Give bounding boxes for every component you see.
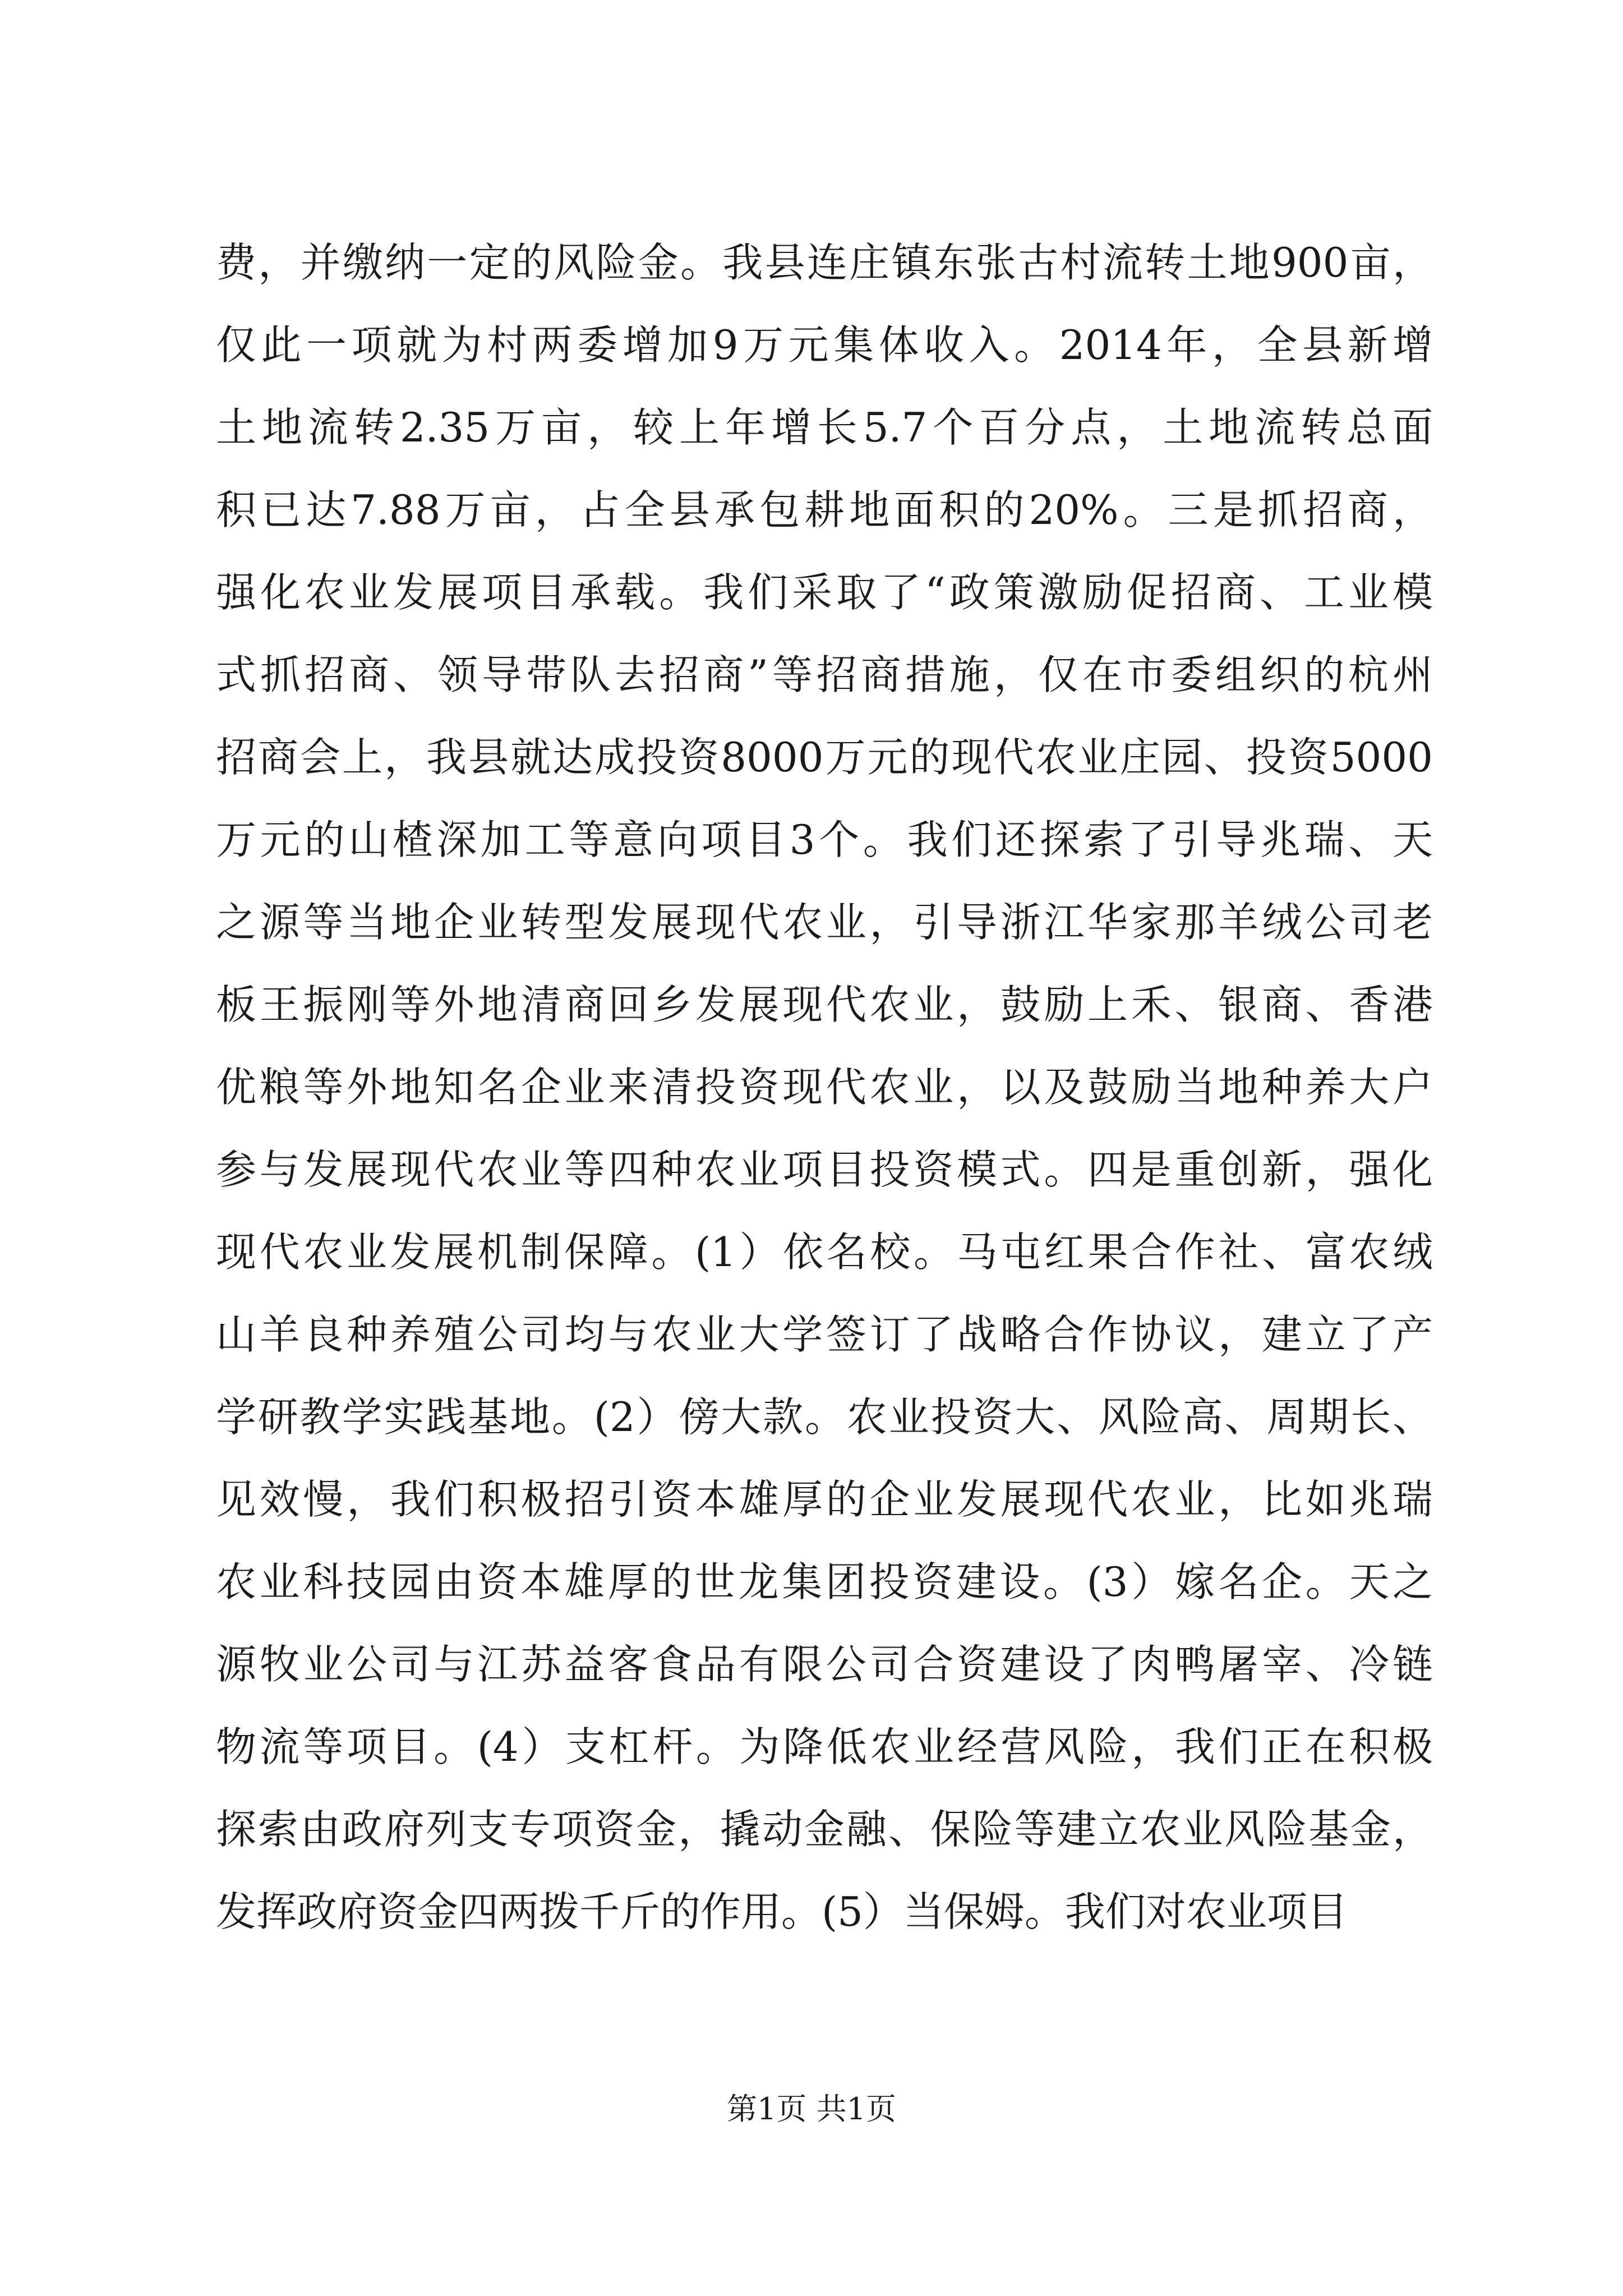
body-text: [216, 222, 1433, 1953]
text-line: 参与发展现代农业等四种农业项目投资模式。四是重创新，强化: [216, 1146, 1433, 1193]
text-line: 土地流转2.35万亩，较上年增长5.7个百分点，土地流转总面: [216, 404, 1433, 451]
text-line: 源牧业公司与江苏益客食品有限公司合资建设了肉鸭屠宰、冷链: [216, 1641, 1433, 1688]
text-line: 式抓招商、领导带队去招商”等招商措施，仅在市委组织的杭州: [216, 651, 1433, 698]
text-line: 万元的山楂深加工等意向项目3个。我们还探索了引导兆瑞、天: [216, 816, 1433, 863]
text-line: 农业科技园由资本雄厚的世龙集团投资建设。(3）嫁名企。天之: [216, 1558, 1433, 1605]
text-line: 探索由政府列支专项资金，撬动金融、保险等建立农业风险基金，: [216, 1806, 1433, 1853]
text-line: 板王振刚等外地清商回乡发展现代农业，鼓励上禾、银商、香港: [216, 981, 1433, 1028]
text-line: 招商会上，我县就达成投资8000万元的现代农业庄园、投资5000: [216, 734, 1433, 781]
text-line: 积已达7.88万亩，占全县承包耕地面积的20%。三是抓招商，: [216, 486, 1433, 533]
text-line: 优粮等外地知名企业来清投资现代农业，以及鼓励当地种养大户: [216, 1064, 1433, 1111]
text-line: 山羊良种养殖公司均与农业大学签订了战略合作协议，建立了产: [216, 1311, 1433, 1358]
text-line: 强化农业发展项目承载。我们采取了“政策激励促招商、工业模: [216, 569, 1433, 616]
text-line: 物流等项目。(4）支杠杆。为降低农业经营风险，我们正在积极: [216, 1723, 1433, 1770]
text-line: 学研教学实践基地。(2）傍大款。农业投资大、风险高、周期长、: [216, 1393, 1433, 1441]
text-line: 现代农业发展机制保障。(1）依名校。马屯红果合作社、富农绒: [216, 1228, 1433, 1276]
text-line: 仅此一项就为村两委增加9万元集体收入。2014年，全县新增: [216, 321, 1433, 369]
text-line: 之源等当地企业转型发展现代农业，引导浙江华家那羊绒公司老: [216, 899, 1433, 946]
text-line: 费，并缴纳一定的风险金。我县连庄镇东张古村流转土地900亩，: [216, 239, 1433, 286]
text-line: 见效慢，我们积极招引资本雄厚的企业发展现代农业，比如兆瑞: [216, 1476, 1433, 1523]
text-line: 发挥政府资金四两拨千斤的作用。(5）当保姆。我们对农业项目: [216, 1888, 1348, 1935]
page-number-footer: 第1页 共1页: [727, 2091, 896, 2127]
